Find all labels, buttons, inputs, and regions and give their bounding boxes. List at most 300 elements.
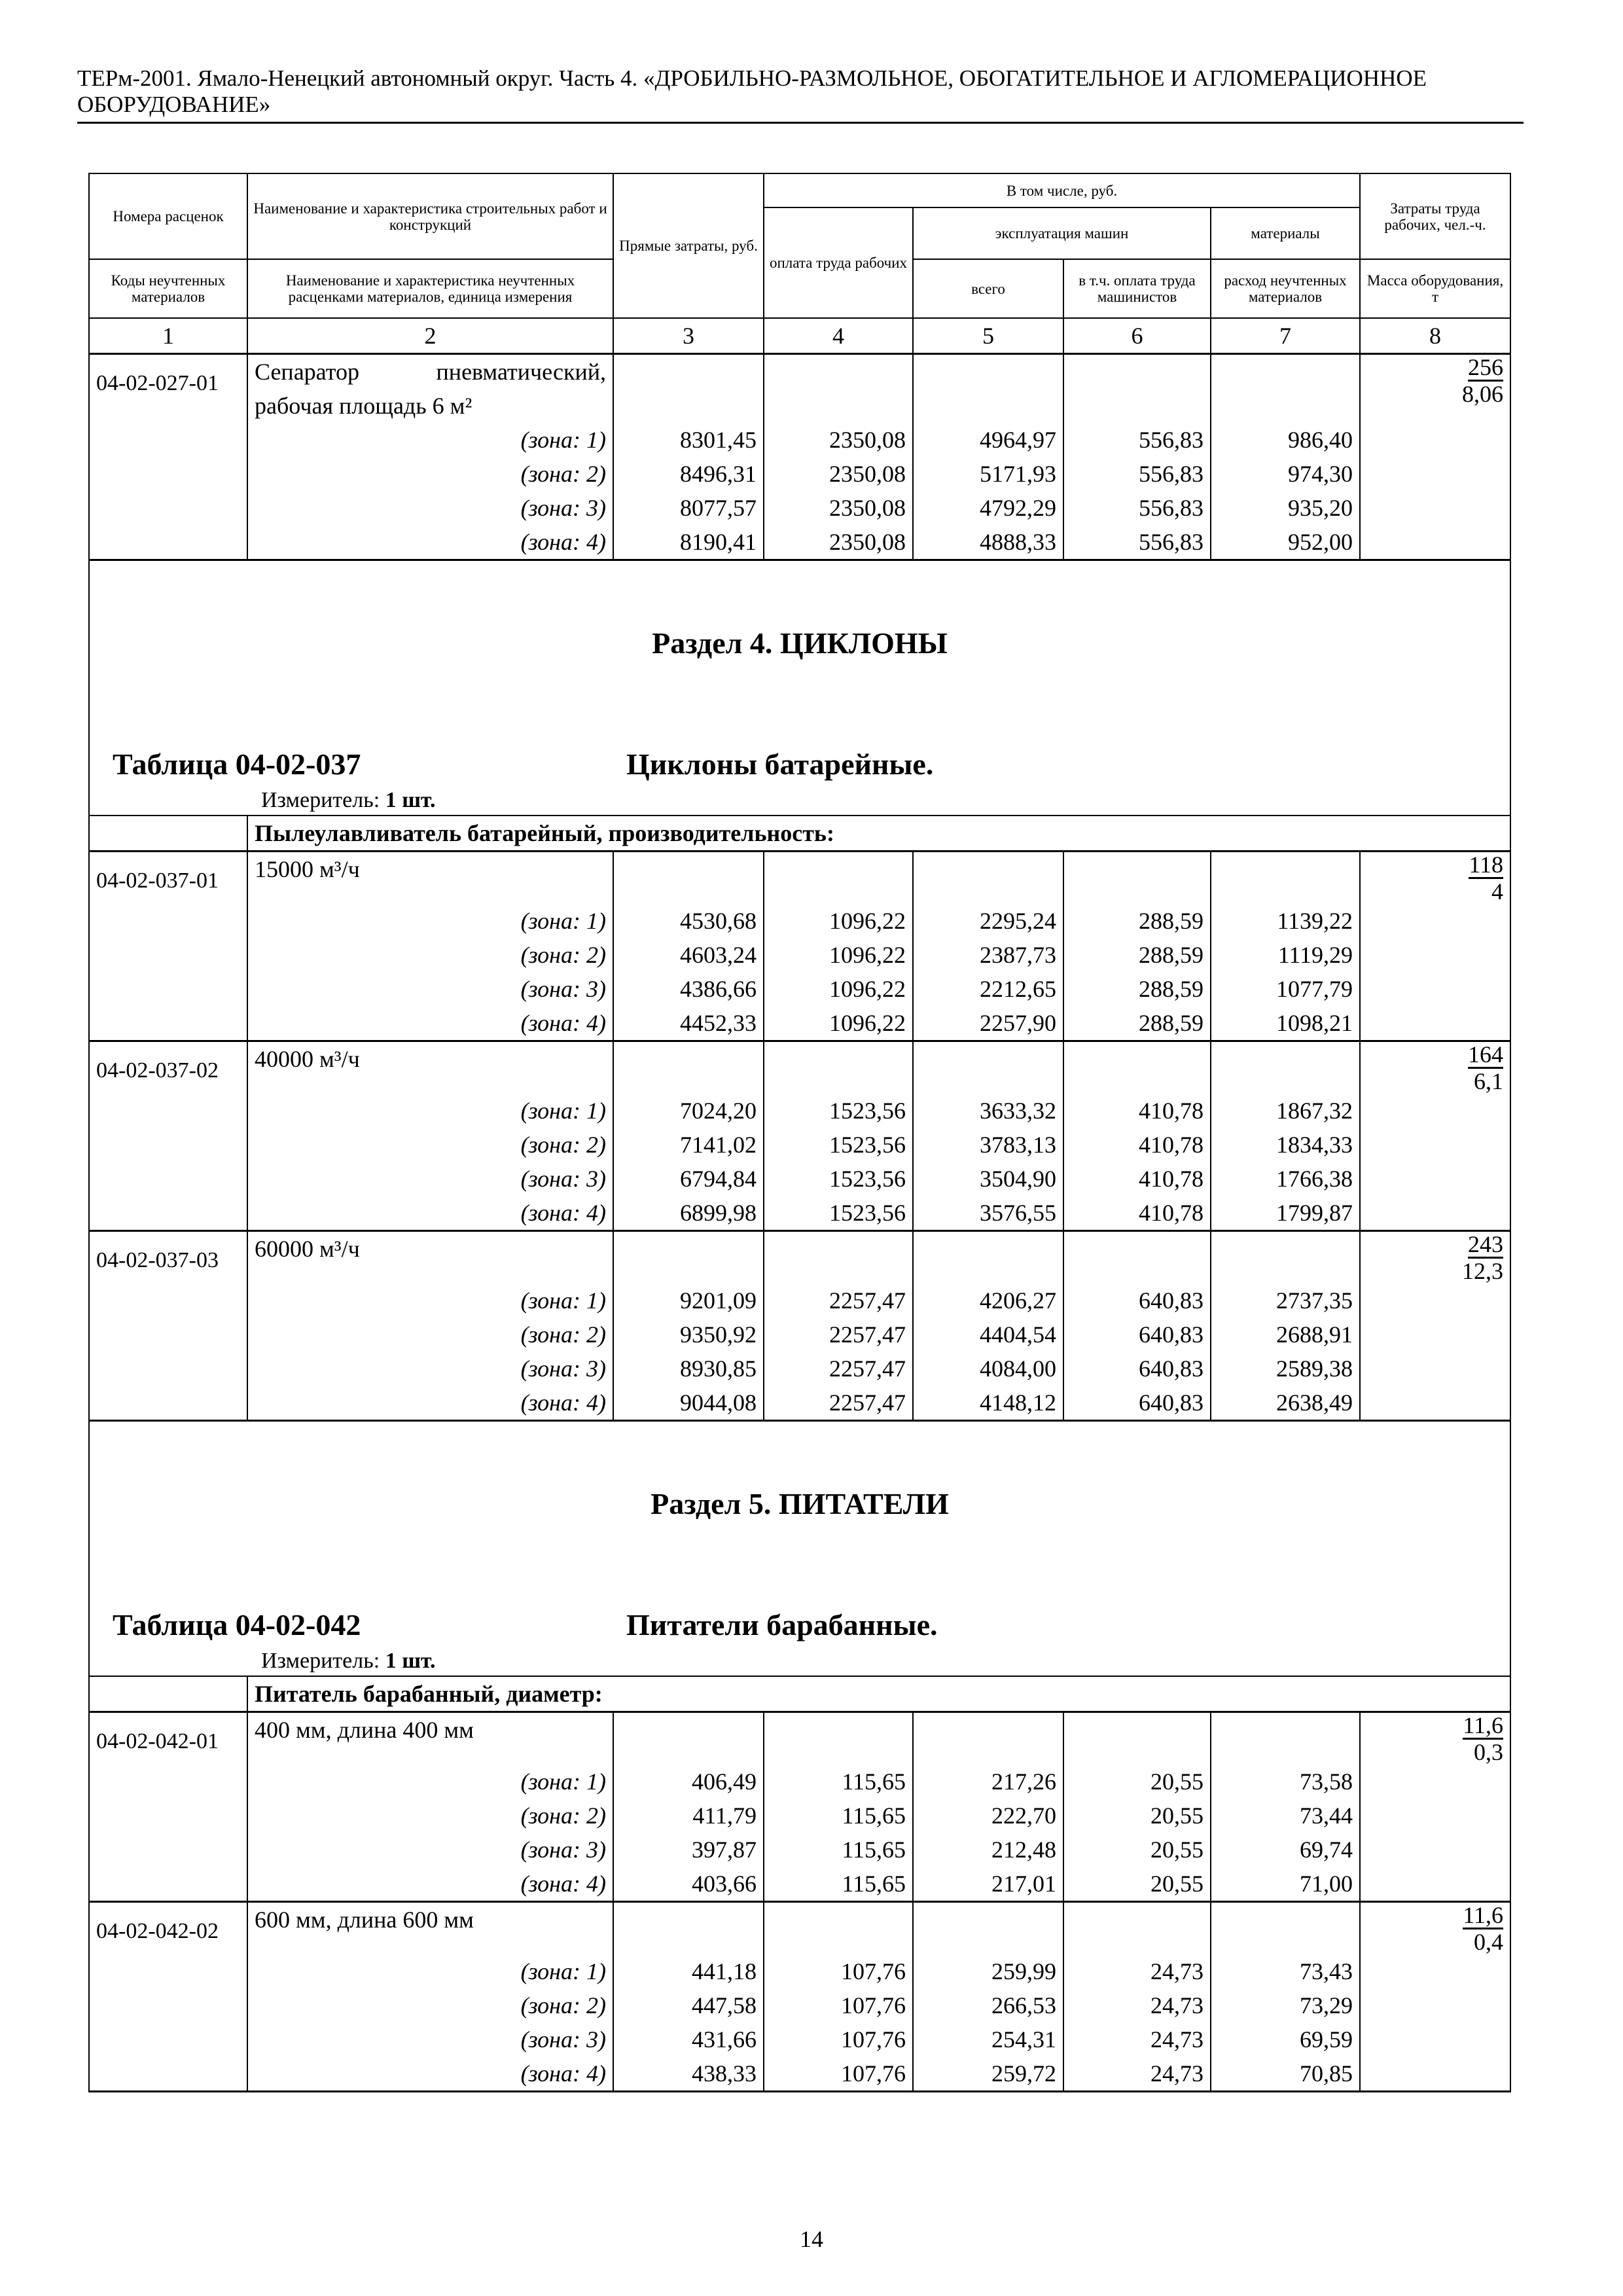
value-cell: 4206,27 — [913, 1283, 1063, 1318]
value-cell: 8077,57 — [613, 491, 764, 525]
value-cell: 1096,22 — [764, 1006, 913, 1041]
empty-cell — [89, 1162, 247, 1196]
empty-cell — [1360, 1196, 1510, 1231]
empty-cell — [1063, 1041, 1211, 1094]
header-col8-top: Затраты труда рабочих, чел.-ч. — [1360, 173, 1510, 259]
value-cell: 640,83 — [1063, 1386, 1211, 1421]
table-number: Таблица 04-02-037 — [113, 747, 361, 781]
zone-label: (зона: 3) — [247, 1833, 613, 1867]
value-cell: 1098,21 — [1211, 1006, 1360, 1041]
value-cell: 986,40 — [1211, 423, 1360, 457]
section-cell — [89, 1421, 1510, 1677]
value-cell: 1523,56 — [764, 1128, 913, 1162]
value-cell: 20,55 — [1063, 1765, 1211, 1799]
item-name: 60000 м³/ч — [247, 1231, 613, 1284]
zone-label: (зона: 4) — [247, 525, 613, 560]
empty-cell — [1063, 1902, 1211, 1955]
value-cell: 640,83 — [1063, 1318, 1211, 1352]
value-cell: 107,76 — [764, 1988, 913, 2022]
value-cell: 640,83 — [1063, 1352, 1211, 1386]
item-name: Сепаратор пневматический, рабочая площадь 6 м² — [247, 354, 613, 423]
item-code: 04-02-042-01 — [89, 1712, 247, 1765]
value-cell: 1096,22 — [764, 972, 913, 1006]
zone-label: (зона: 4) — [247, 1867, 613, 1902]
header-col3: Прямые затраты, руб. — [613, 173, 764, 318]
value-cell: 8496,31 — [613, 457, 764, 491]
zone-row — [89, 1799, 1510, 1833]
value-cell: 73,29 — [1211, 1988, 1360, 2022]
zone-row — [89, 1283, 1510, 1318]
zone-row — [89, 1765, 1510, 1799]
value-cell: 8190,41 — [613, 525, 764, 560]
zone-row — [89, 1094, 1510, 1128]
value-cell: 410,78 — [1063, 1196, 1211, 1231]
value-cell: 2350,08 — [764, 457, 913, 491]
labor-mass-fraction — [1360, 1231, 1510, 1284]
empty-cell — [89, 972, 247, 1006]
zone-row — [89, 1162, 1510, 1196]
labor-cost: 243 — [1468, 1231, 1504, 1257]
value-cell: 1867,32 — [1211, 1094, 1360, 1128]
value-cell: 266,53 — [913, 1988, 1063, 2022]
zone-label: (зона: 1) — [247, 1765, 613, 1799]
item-row — [89, 852, 1510, 905]
zone-label: (зона: 4) — [247, 1006, 613, 1041]
empty-cell — [1360, 1867, 1510, 1902]
value-cell: 115,65 — [764, 1765, 913, 1799]
equipment-mass: 4 — [1491, 878, 1504, 905]
value-cell: 4386,66 — [613, 972, 764, 1006]
item-name: 40000 м³/ч — [247, 1041, 613, 1094]
value-cell: 410,78 — [1063, 1162, 1211, 1196]
empty-cell — [764, 1231, 913, 1284]
empty-cell — [1360, 457, 1510, 491]
equipment-mass: 6,1 — [1474, 1068, 1504, 1094]
item-row — [89, 1041, 1510, 1094]
value-cell: 69,74 — [1211, 1833, 1360, 1867]
value-cell: 2257,47 — [764, 1386, 913, 1421]
zone-row — [89, 1006, 1510, 1041]
header-col1-top: Номера расценок — [89, 173, 247, 259]
header-col1-bottom: Коды неучтенных материалов — [89, 259, 247, 318]
equipment-mass: 0,4 — [1474, 1929, 1504, 1955]
measure-label: Измеритель: — [261, 788, 380, 812]
section-box — [96, 561, 1503, 815]
zone-row — [89, 2022, 1510, 2056]
zone-label: (зона: 1) — [247, 904, 613, 938]
table-title: Циклоны батарейные. — [626, 747, 934, 781]
empty-cell — [1360, 938, 1510, 972]
value-cell: 403,66 — [613, 1867, 764, 1902]
value-cell: 2350,08 — [764, 423, 913, 457]
empty-cell — [613, 354, 764, 423]
labor-mass-fraction — [1360, 852, 1510, 905]
item-name: 15000 м³/ч — [247, 852, 613, 905]
header-rule — [77, 122, 1524, 124]
value-cell: 115,65 — [764, 1833, 913, 1867]
zone-label: (зона: 3) — [247, 972, 613, 1006]
empty-cell — [89, 1283, 247, 1318]
zone-label: (зона: 3) — [247, 491, 613, 525]
labor-cost: 11,6 — [1463, 1902, 1504, 1928]
empty-cell — [1360, 423, 1510, 457]
value-cell: 974,30 — [1211, 457, 1360, 491]
value-cell: 24,73 — [1063, 2056, 1211, 2092]
value-cell: 217,26 — [913, 1765, 1063, 1799]
equipment-mass: 8,06 — [1462, 381, 1504, 407]
column-number: 4 — [764, 318, 913, 354]
value-cell: 2387,73 — [913, 938, 1063, 972]
empty-cell — [89, 1833, 247, 1867]
empty-cell — [1360, 1386, 1510, 1421]
zone-row — [89, 1988, 1510, 2022]
zone-label: (зона: 3) — [247, 1352, 613, 1386]
zone-label: (зона: 2) — [247, 1318, 613, 1352]
value-cell: 115,65 — [764, 1867, 913, 1902]
empty-cell — [89, 1094, 247, 1128]
empty-cell — [1360, 1833, 1510, 1867]
empty-cell — [89, 1386, 247, 1421]
zone-label: (зона: 2) — [247, 1128, 613, 1162]
empty-cell — [613, 1902, 764, 1955]
zone-row — [89, 1833, 1510, 1867]
value-cell: 2257,47 — [764, 1318, 913, 1352]
equipment-mass: 12,3 — [1462, 1258, 1504, 1284]
value-cell: 431,66 — [613, 2022, 764, 2056]
value-cell: 107,76 — [764, 1954, 913, 1988]
empty-cell — [89, 2022, 247, 2056]
empty-cell — [1211, 1902, 1360, 1955]
value-cell: 73,44 — [1211, 1799, 1360, 1833]
value-cell: 4452,33 — [613, 1006, 764, 1041]
empty-cell — [89, 1988, 247, 2022]
value-cell: 217,01 — [913, 1867, 1063, 1902]
item-name: 400 мм, длина 400 мм — [247, 1712, 613, 1765]
zone-label: (зона: 4) — [247, 2056, 613, 2092]
value-cell: 2737,35 — [1211, 1283, 1360, 1318]
empty-cell — [89, 1196, 247, 1231]
empty-cell — [89, 1006, 247, 1041]
column-number: 1 — [89, 318, 247, 354]
value-cell: 259,99 — [913, 1954, 1063, 1988]
item-code: 04-02-037-02 — [89, 1041, 247, 1094]
empty-cell — [913, 354, 1063, 423]
empty-cell — [1360, 1162, 1510, 1196]
empty-cell — [913, 1902, 1063, 1955]
value-cell: 288,59 — [1063, 938, 1211, 972]
value-cell: 288,59 — [1063, 972, 1211, 1006]
empty-cell — [89, 525, 247, 560]
empty-cell — [1360, 1318, 1510, 1352]
value-cell: 24,73 — [1063, 1988, 1211, 2022]
empty-cell — [913, 1231, 1063, 1284]
value-cell: 107,76 — [764, 2056, 913, 2092]
value-cell: 438,33 — [613, 2056, 764, 2092]
zone-label: (зона: 1) — [247, 423, 613, 457]
value-cell: 20,55 — [1063, 1867, 1211, 1902]
value-cell: 406,49 — [613, 1765, 764, 1799]
value-cell: 4084,00 — [913, 1352, 1063, 1386]
value-cell: 20,55 — [1063, 1833, 1211, 1867]
value-cell: 24,73 — [1063, 2022, 1211, 2056]
zone-label: (зона: 4) — [247, 1196, 613, 1231]
value-cell: 952,00 — [1211, 525, 1360, 560]
section-title: Раздел 5. ПИТАТЕЛИ — [651, 1487, 949, 1520]
value-cell: 1119,29 — [1211, 938, 1360, 972]
zone-label: (зона: 2) — [247, 1799, 613, 1833]
value-cell: 254,31 — [913, 2022, 1063, 2056]
value-cell: 556,83 — [1063, 423, 1211, 457]
empty-cell — [89, 1352, 247, 1386]
value-cell: 2295,24 — [913, 904, 1063, 938]
empty-cell — [764, 852, 913, 905]
empty-cell — [1360, 1765, 1510, 1799]
item-row — [89, 1231, 1510, 1284]
value-cell: 9201,09 — [613, 1283, 764, 1318]
zone-label: (зона: 3) — [247, 2022, 613, 2056]
value-cell: 6794,84 — [613, 1162, 764, 1196]
empty-cell — [89, 1128, 247, 1162]
header-col6: в т.ч. оплата труда машинистов — [1063, 259, 1211, 318]
empty-cell — [89, 938, 247, 972]
value-cell: 4404,54 — [913, 1318, 1063, 1352]
empty-cell — [1360, 1094, 1510, 1128]
empty-cell — [1360, 1006, 1510, 1041]
value-cell: 2688,91 — [1211, 1318, 1360, 1352]
value-cell: 411,79 — [613, 1799, 764, 1833]
empty-cell — [613, 1041, 764, 1094]
empty-cell — [613, 1231, 764, 1284]
header-col2-top: Наименование и характеристика строительных работ и конструкций — [247, 173, 613, 259]
zone-label: (зона: 2) — [247, 1988, 613, 2022]
value-cell: 4148,12 — [913, 1386, 1063, 1421]
empty-cell — [1360, 2022, 1510, 2056]
zone-label: (зона: 2) — [247, 457, 613, 491]
empty-cell — [764, 354, 913, 423]
header-col7: расход неучтенных материалов — [1211, 259, 1360, 318]
empty-cell — [89, 457, 247, 491]
value-cell: 397,87 — [613, 1833, 764, 1867]
empty-cell — [89, 904, 247, 938]
labor-mass-fraction — [1360, 354, 1510, 423]
measure-unit — [261, 1644, 436, 1678]
zone-row — [89, 423, 1510, 457]
section-box — [96, 1422, 1503, 1676]
measure-label: Измеритель: — [261, 1649, 380, 1673]
zone-row — [89, 1954, 1510, 1988]
empty-cell — [89, 1318, 247, 1352]
labor-cost: 256 — [1468, 354, 1504, 380]
group-heading-row — [89, 1676, 1510, 1712]
value-cell: 9044,08 — [613, 1386, 764, 1421]
empty-cell — [764, 1712, 913, 1765]
value-cell: 2257,90 — [913, 1006, 1063, 1041]
empty-cell — [1360, 1352, 1510, 1386]
zone-row — [89, 1128, 1510, 1162]
zone-row — [89, 938, 1510, 972]
value-cell: 447,58 — [613, 1988, 764, 2022]
value-cell: 73,43 — [1211, 1954, 1360, 1988]
value-cell: 640,83 — [1063, 1283, 1211, 1318]
empty-cell — [913, 1712, 1063, 1765]
empty-cell — [913, 1041, 1063, 1094]
empty-cell — [1063, 1712, 1211, 1765]
value-cell: 1096,22 — [764, 904, 913, 938]
section-title: Раздел 4. ЦИКЛОНЫ — [652, 626, 948, 660]
zone-label: (зона: 3) — [247, 1162, 613, 1196]
value-cell: 9350,92 — [613, 1318, 764, 1352]
empty-cell — [89, 2056, 247, 2092]
measure-value: 1 шт. — [385, 788, 436, 812]
zone-row — [89, 1352, 1510, 1386]
equipment-mass: 0,3 — [1474, 1739, 1504, 1765]
value-cell: 4888,33 — [913, 525, 1063, 560]
value-cell: 8930,85 — [613, 1352, 764, 1386]
empty-cell — [1360, 491, 1510, 525]
labor-cost: 11,6 — [1463, 1712, 1504, 1738]
value-cell: 222,70 — [913, 1799, 1063, 1833]
price-table — [88, 173, 1511, 2092]
page-number: 14 — [800, 2226, 823, 2252]
empty-cell — [1360, 904, 1510, 938]
empty-cell — [1360, 1283, 1510, 1318]
zone-label: (зона: 1) — [247, 1954, 613, 1988]
column-number: 6 — [1063, 318, 1211, 354]
header-group: В том числе, руб. — [764, 173, 1360, 207]
value-cell: 441,18 — [613, 1954, 764, 1988]
value-cell: 2350,08 — [764, 491, 913, 525]
zone-row — [89, 1867, 1510, 1902]
empty-cell — [89, 1954, 247, 1988]
group-heading-row — [89, 816, 1510, 852]
value-cell: 288,59 — [1063, 1006, 1211, 1041]
value-cell: 3504,90 — [913, 1162, 1063, 1196]
value-cell: 8301,45 — [613, 423, 764, 457]
value-cell: 410,78 — [1063, 1094, 1211, 1128]
column-number: 8 — [1360, 318, 1510, 354]
value-cell: 2350,08 — [764, 525, 913, 560]
value-cell: 259,72 — [913, 2056, 1063, 2092]
empty-cell — [613, 1712, 764, 1765]
running-header: ТЕРм-2001. Ямало-Ненецкий автономный округ. Часть 4. «ДРОБИЛЬНО-РАЗМОЛЬНОЕ, ОБОГАТИТЕЛЬНОЕ И АГЛОМЕРАЦИОННОЕ ОБОРУДОВАНИЕ» — [77, 65, 1427, 117]
empty-cell — [1063, 1231, 1211, 1284]
zone-row — [89, 457, 1510, 491]
empty-cell — [89, 1867, 247, 1902]
header-col2-bottom: Наименование и характеристика неучтенных расценками материалов, единица измерения — [247, 259, 613, 318]
empty-cell — [89, 491, 247, 525]
value-cell: 935,20 — [1211, 491, 1360, 525]
value-cell: 2638,49 — [1211, 1386, 1360, 1421]
empty-cell — [1360, 1128, 1510, 1162]
zone-label: (зона: 1) — [247, 1283, 613, 1318]
empty-cell — [1211, 852, 1360, 905]
column-number: 7 — [1211, 318, 1360, 354]
empty-cell — [1360, 972, 1510, 1006]
value-cell: 556,83 — [1063, 525, 1211, 560]
item-name: 600 мм, длина 600 мм — [247, 1902, 613, 1955]
empty-cell — [1063, 354, 1211, 423]
empty-cell — [764, 1041, 913, 1094]
labor-cost: 118 — [1469, 852, 1504, 878]
empty-cell — [89, 1765, 247, 1799]
value-cell: 3633,32 — [913, 1094, 1063, 1128]
zone-row — [89, 1386, 1510, 1421]
value-cell: 5171,93 — [913, 457, 1063, 491]
zone-row — [89, 904, 1510, 938]
item-code: 04-02-037-01 — [89, 852, 247, 905]
zone-label: (зона: 1) — [247, 1094, 613, 1128]
section-row — [89, 1421, 1510, 1677]
zone-row — [89, 525, 1510, 560]
labor-mass-fraction — [1360, 1712, 1510, 1765]
empty-cell — [1211, 1712, 1360, 1765]
value-cell: 2257,47 — [764, 1283, 913, 1318]
header-col5: всего — [913, 259, 1063, 318]
value-cell: 3576,55 — [913, 1196, 1063, 1231]
header-col4: оплата труда рабочих — [764, 207, 913, 318]
measure-unit — [261, 783, 436, 817]
value-cell: 1523,56 — [764, 1162, 913, 1196]
value-cell: 4964,97 — [913, 423, 1063, 457]
value-cell: 70,85 — [1211, 2056, 1360, 2092]
empty-cell — [89, 1676, 247, 1712]
item-code: 04-02-042-02 — [89, 1902, 247, 1955]
value-cell: 2589,38 — [1211, 1352, 1360, 1386]
empty-cell — [89, 423, 247, 457]
value-cell: 556,83 — [1063, 491, 1211, 525]
column-number: 2 — [247, 318, 613, 354]
empty-cell — [1063, 852, 1211, 905]
column-number: 5 — [913, 318, 1063, 354]
empty-cell — [1211, 354, 1360, 423]
labor-cost: 164 — [1468, 1041, 1504, 1067]
value-cell: 69,59 — [1211, 2022, 1360, 2056]
item-row — [89, 354, 1510, 423]
value-cell: 20,55 — [1063, 1799, 1211, 1833]
empty-cell — [764, 1902, 913, 1955]
value-cell: 115,65 — [764, 1799, 913, 1833]
labor-mass-fraction — [1360, 1041, 1510, 1094]
value-cell: 7141,02 — [613, 1128, 764, 1162]
value-cell: 1799,87 — [1211, 1196, 1360, 1231]
zone-row — [89, 2056, 1510, 2092]
value-cell: 1523,56 — [764, 1196, 913, 1231]
section-cell — [89, 560, 1510, 816]
value-cell: 2212,65 — [913, 972, 1063, 1006]
value-cell: 212,48 — [913, 1833, 1063, 1867]
empty-cell — [1360, 1799, 1510, 1833]
item-code: 04-02-037-03 — [89, 1231, 247, 1284]
value-cell: 1139,22 — [1211, 904, 1360, 938]
value-cell: 71,00 — [1211, 1867, 1360, 1902]
empty-cell — [89, 1799, 247, 1833]
item-row — [89, 1902, 1510, 1955]
table-number: Таблица 04-02-042 — [113, 1608, 361, 1641]
value-cell: 4603,24 — [613, 938, 764, 972]
value-cell: 6899,98 — [613, 1196, 764, 1231]
group-heading: Пылеулавливатель батарейный, производительность: — [247, 816, 1510, 852]
section-row — [89, 560, 1510, 816]
empty-cell — [1360, 1954, 1510, 1988]
value-cell: 4530,68 — [613, 904, 764, 938]
value-cell: 556,83 — [1063, 457, 1211, 491]
value-cell: 7024,20 — [613, 1094, 764, 1128]
value-cell: 1766,38 — [1211, 1162, 1360, 1196]
header-col8-bottom: Масса оборудования, т — [1360, 259, 1510, 318]
item-code: 04-02-027-01 — [89, 354, 247, 423]
zone-row — [89, 1318, 1510, 1352]
group-heading: Питатель барабанный, диаметр: — [247, 1676, 1510, 1712]
